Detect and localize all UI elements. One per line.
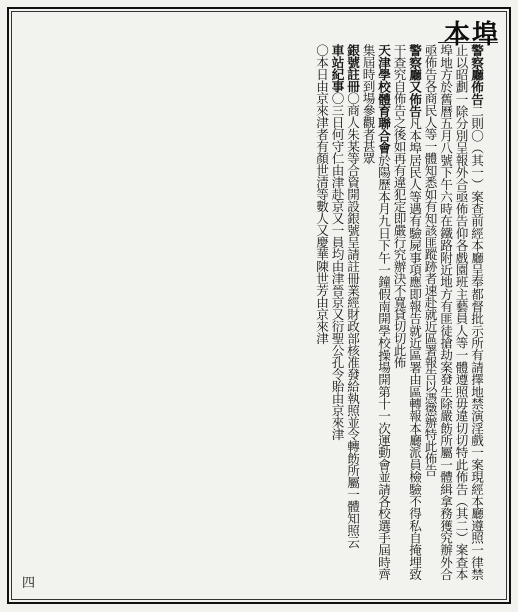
article	[391, 44, 422, 580]
article-heading: 警察廳又佈告	[407, 44, 422, 118]
article-heading: 天津學校體育聯合會	[376, 44, 391, 154]
article-body: 於陽歷本月九日下午一鐘假南開學校操場開第十一次運動會並請各校選手屆時齊集屆時到場參觀者甚眾	[360, 44, 391, 580]
article-body: 〇商人朱某等合資開設銀號呈請註冊業經財政部核准發給執照並令轉飭所屬一體知照云	[345, 92, 360, 548]
article-heading: 警察廳佈告	[469, 44, 484, 105]
article-body: 凡本埠居民人等遇有驗屍事項應即報告就近區署由區轉報本廳派員檢驗不得私自掩埋致干查究自佈告之後如再有違犯定即嚴行究辦決不寬貸切切此佈	[391, 44, 422, 580]
article-body: 二則〇（其一）案查前經本廳呈奉都督批示所有請擇地禁演淫戲一案現經本廳遵照一律禁止以昭劃一除分別呈報外合亟佈告仰各戲園班主藝員人等一體遵照毋違切切特此佈告（其二）案查本埠地方於舊曆五月八號下午六時在鐵路附近地方有匪徒搶劫案發生除嚴飭所屬一體緝拿務獲究辦外合亟佈告各商民人等一體知悉如有知該匪蹤跡者速赴就近區署報告以憑懲辦特此佈告	[422, 44, 484, 580]
article	[329, 44, 345, 580]
article-heading: 車站紀事	[329, 44, 345, 92]
page-number: 四	[22, 576, 36, 591]
article-heading: 銀號註冊	[345, 44, 360, 92]
article-body: 〇三日何守仁由津赴京又一員均由津晉京又衍聖公孔令貽由京來津	[329, 92, 345, 440]
article	[314, 44, 330, 580]
article-body: 〇本日由京來津者有顏世清等數人又慶華陳世芳由京來津	[314, 44, 329, 344]
article	[422, 44, 484, 580]
section-title: 本埠	[443, 20, 500, 50]
article	[360, 44, 391, 580]
article-columns	[20, 44, 484, 580]
article	[345, 44, 361, 580]
